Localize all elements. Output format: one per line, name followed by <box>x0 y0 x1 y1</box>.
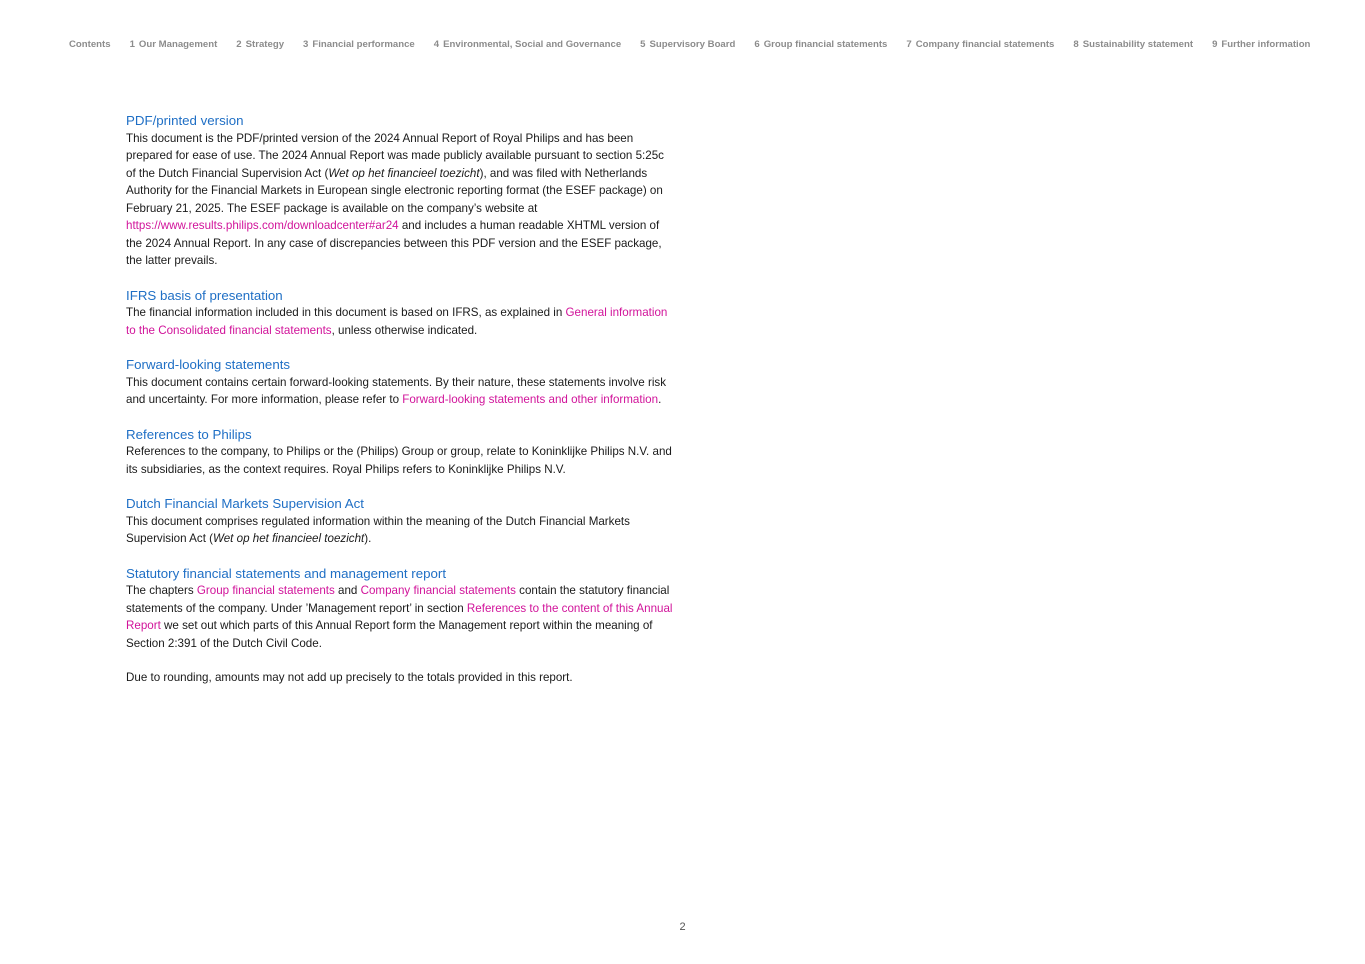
nav-label: Group financial statements <box>763 39 888 50</box>
nav-label: Sustainability statement <box>1082 39 1194 50</box>
section-title: PDF/printed version <box>126 113 244 128</box>
body-text: This document is the PDF/printed version of the 2024 Annual Report of Royal Philips and has been prepared for ease of use. The 2024 Annual Report was made publicly available pursuant to section 5:25c of the Dutch Financial Supervision Act ( <box>126 131 664 180</box>
forward-looking-link[interactable]: Forward-looking statements and other information <box>402 393 659 406</box>
section-body <box>126 304 674 339</box>
nav-label: Strategy <box>245 39 285 50</box>
section-forward-looking <box>126 356 674 409</box>
nav-number: 7 <box>906 39 912 50</box>
top-navigation <box>69 39 1309 50</box>
body-text: The chapters <box>126 584 197 597</box>
general-information-link[interactable]: General information to the Consolidated financial statements <box>126 306 668 337</box>
body-text: and <box>334 584 361 597</box>
section-title: References to Philips <box>126 426 252 442</box>
body-text: The financial information included in this document is based on IFRS, as explained in <box>126 306 566 319</box>
section-body: References to the company, to Philips or the (Philips) Group or group, relate to Koninklijke Philips N.V. and its subsidiaries, as the context requires. Royal Philips refers to Koninklijke Philips N.V. <box>126 445 672 476</box>
nav-label: Our Management <box>138 39 218 50</box>
nav-group-financial-statements[interactable] <box>754 39 887 50</box>
nav-further-information[interactable] <box>1212 39 1310 50</box>
section-ifrs <box>126 287 674 340</box>
nav-number: 3 <box>303 39 309 50</box>
section-body <box>126 513 674 548</box>
nav-contents[interactable] <box>69 39 111 50</box>
nav-label: Supervisory Board <box>649 39 736 50</box>
body-italic: Wet op het financieel toezicht <box>213 532 365 545</box>
group-financial-statements-link[interactable]: Group financial statements <box>196 584 335 597</box>
section-dutch-supervision-act <box>126 495 674 548</box>
nav-supervisory-board[interactable] <box>640 39 735 50</box>
body-text: This document comprises regulated information within the meaning of the Dutch Financial Markets Supervision Act ( <box>126 514 630 545</box>
section-pdf-printed-version <box>126 112 674 270</box>
section-body <box>126 582 674 652</box>
section-title: Dutch Financial Markets Supervision Act <box>126 496 364 511</box>
body-text: ), and was filed with Netherlands Authority for the Financial Markets in European single electronic reporting format (the ESEF package) on February 21, 2025. The ESEF package is available on the company’s website at <box>126 166 663 215</box>
nav-number: 9 <box>1212 39 1218 50</box>
nav-company-financial-statements[interactable] <box>906 39 1054 50</box>
company-financial-statements-link[interactable]: Company financial statements <box>360 584 516 597</box>
nav-number: 6 <box>754 39 760 50</box>
references-content-link[interactable]: References to the content of this Annual Report <box>126 601 673 632</box>
nav-number: 2 <box>236 39 242 50</box>
section-references-to-philips <box>126 426 674 479</box>
nav-label: Financial performance <box>312 39 415 50</box>
nav-number: 1 <box>129 39 135 50</box>
nav-number: 8 <box>1073 39 1079 50</box>
section-title: Statutory financial statements and management report <box>126 565 447 581</box>
nav-sustainability-statement[interactable] <box>1073 39 1193 50</box>
main-content <box>126 112 674 704</box>
page-number: 2 <box>679 921 686 933</box>
section-body <box>126 130 674 270</box>
section-statutory <box>126 565 674 653</box>
body-text: This document contains certain forward-looking statements. By their nature, these statements involve risk and uncertainty. For more information, please refer to <box>126 375 667 406</box>
rounding-note: Due to rounding, amounts may not add up precisely to the totals provided in this report. <box>126 671 573 684</box>
body-text: ). <box>364 532 372 545</box>
section-rounding <box>126 669 674 687</box>
body-text: and includes a human readable XHTML version of the 2024 Annual Report. In any case of discrepancies between this PDF version and the ESEF package, the latter prevails. <box>126 219 662 267</box>
nav-strategy[interactable] <box>236 39 284 50</box>
body-text: . <box>658 393 662 406</box>
nav-number: 4 <box>433 39 440 50</box>
nav-our-management[interactable] <box>130 39 218 50</box>
body-text: we set out which parts of this Annual Report form the Management report within the meaning of Section 2:391 of the Dutch Civil Code. <box>126 619 653 650</box>
downloadcenter-link[interactable]: https://www.results.philips.com/downloadcenter#ar24 <box>126 219 399 232</box>
nav-label: Environmental, Social and Governance <box>443 39 622 50</box>
body-text: , unless otherwise indicated. <box>331 323 478 337</box>
nav-esg[interactable] <box>434 39 621 50</box>
nav-label: Contents <box>69 39 111 50</box>
nav-number: 5 <box>640 39 646 50</box>
section-title: IFRS basis of presentation <box>126 287 283 303</box>
nav-financial-performance[interactable] <box>303 39 415 50</box>
nav-label: Further information <box>1221 39 1311 50</box>
body-italic: Wet op het financieel toezicht <box>328 166 480 180</box>
nav-label: Company financial statements <box>915 39 1055 50</box>
body-text: contain the statutory financial statements of the company. Under ’Management report’ in section <box>126 584 670 615</box>
section-body <box>126 374 674 409</box>
section-title: Forward-looking statements <box>126 357 291 372</box>
